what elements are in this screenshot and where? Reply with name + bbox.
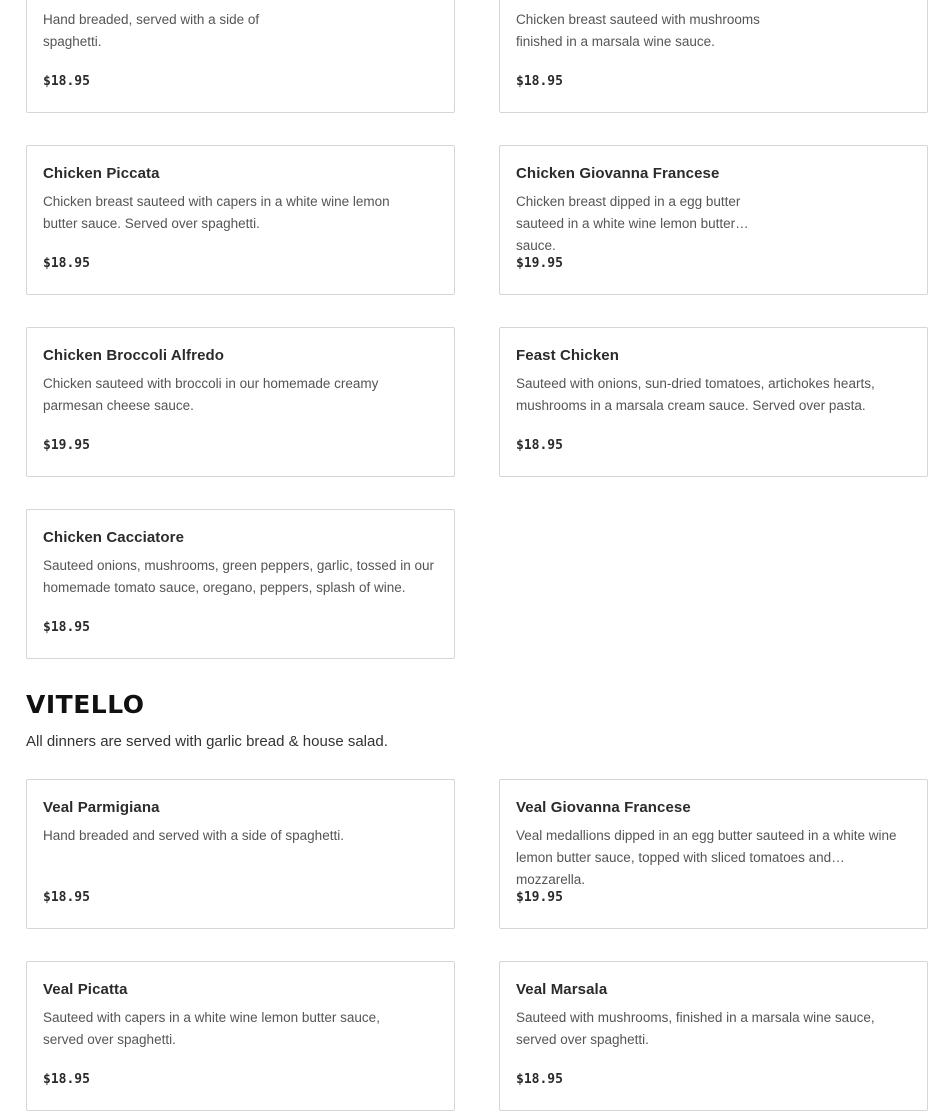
menu-item-description: Hand breaded, served with a side of spaghetti. [43, 12, 260, 49]
menu-item-card[interactable] [26, 327, 455, 477]
menu-item-card[interactable] [26, 509, 455, 659]
menu-item-price: $18.95 [516, 438, 563, 453]
menu-item-card[interactable] [499, 0, 928, 113]
menu-item-card[interactable] [26, 0, 455, 113]
menu-item-card[interactable] [26, 779, 455, 929]
menu-item-name: Chicken Piccata [43, 165, 160, 182]
menu-item-description: Sauteed with onions, sun-dried tomatoes, artichokes hearts, mushrooms in a marsala cream sauce. Served over pasta. [516, 376, 875, 413]
menu-item-card[interactable] [499, 961, 928, 1111]
menu-item-card[interactable] [499, 145, 928, 295]
menu-item-price: $18.95 [43, 256, 90, 271]
menu-item-price: $18.95 [43, 890, 90, 905]
menu-item-name: Veal Parmigiana [43, 799, 160, 816]
menu-item-card[interactable] [499, 779, 928, 929]
section-subtitle: All dinners are served with garlic bread & house salad. [26, 733, 388, 750]
menu-item-price: $18.95 [516, 74, 563, 89]
menu-item-description: Chicken breast sauteed with capers in a white wine lemon butter sauce. Served over spaghetti. [43, 194, 390, 231]
menu-item-description: Chicken breast sauteed with mushrooms finished in a marsala wine sauce. [516, 12, 760, 49]
section-title: VITELLO [26, 690, 145, 719]
menu-item-card[interactable] [26, 961, 455, 1111]
menu-item-description: Chicken sauteed with broccoli in our homemade creamy parmesan cheese sauce. [43, 376, 379, 413]
menu-item-price: $18.95 [43, 1072, 90, 1087]
menu-item-name: Chicken Cacciatore [43, 529, 185, 546]
menu-item-description: Sauteed with capers in a white wine lemon butter sauce, served over spaghetti. [43, 1010, 380, 1047]
menu-item-name: Chicken Broccoli Alfredo [43, 347, 225, 364]
menu-item-name: Veal Giovanna Francese [516, 799, 691, 816]
menu-item-description: Chicken breast dipped in a egg butter sauteed in a white wine lemon butter sauce. [516, 194, 741, 253]
menu-item-description: Veal medallions dipped in an egg butter sauteed in a white wine lemon butter sauce, topped with sliced tomatoes and mozzarella. [516, 828, 897, 887]
menu-item-price: $19.95 [516, 890, 563, 905]
menu-item-description: Hand breaded and served with a side of spaghetti. [43, 828, 344, 843]
menu-item-name: Veal Marsala [516, 981, 608, 998]
menu-item-description: Sauteed onions, mushrooms, green peppers, garlic, tossed in our homemade tomato sauce, oregano, peppers, splash of wine. [43, 558, 434, 595]
menu-item-price: $18.95 [43, 74, 90, 89]
menu-item-card[interactable] [499, 327, 928, 477]
menu-item-name: Chicken Giovanna Francese [516, 165, 720, 182]
menu-item-name: Feast Chicken [516, 347, 620, 364]
menu-item-description: Sauteed with mushrooms, finished in a marsala wine sauce, served over spaghetti. [516, 1010, 875, 1047]
menu-item-price: $18.95 [516, 1072, 563, 1087]
menu-item-price: $18.95 [43, 620, 90, 635]
menu-item-price: $19.95 [43, 438, 90, 453]
menu-item-card[interactable] [26, 145, 455, 295]
menu-item-name: Veal Picatta [43, 981, 128, 998]
menu-item-price: $19.95 [516, 256, 563, 271]
